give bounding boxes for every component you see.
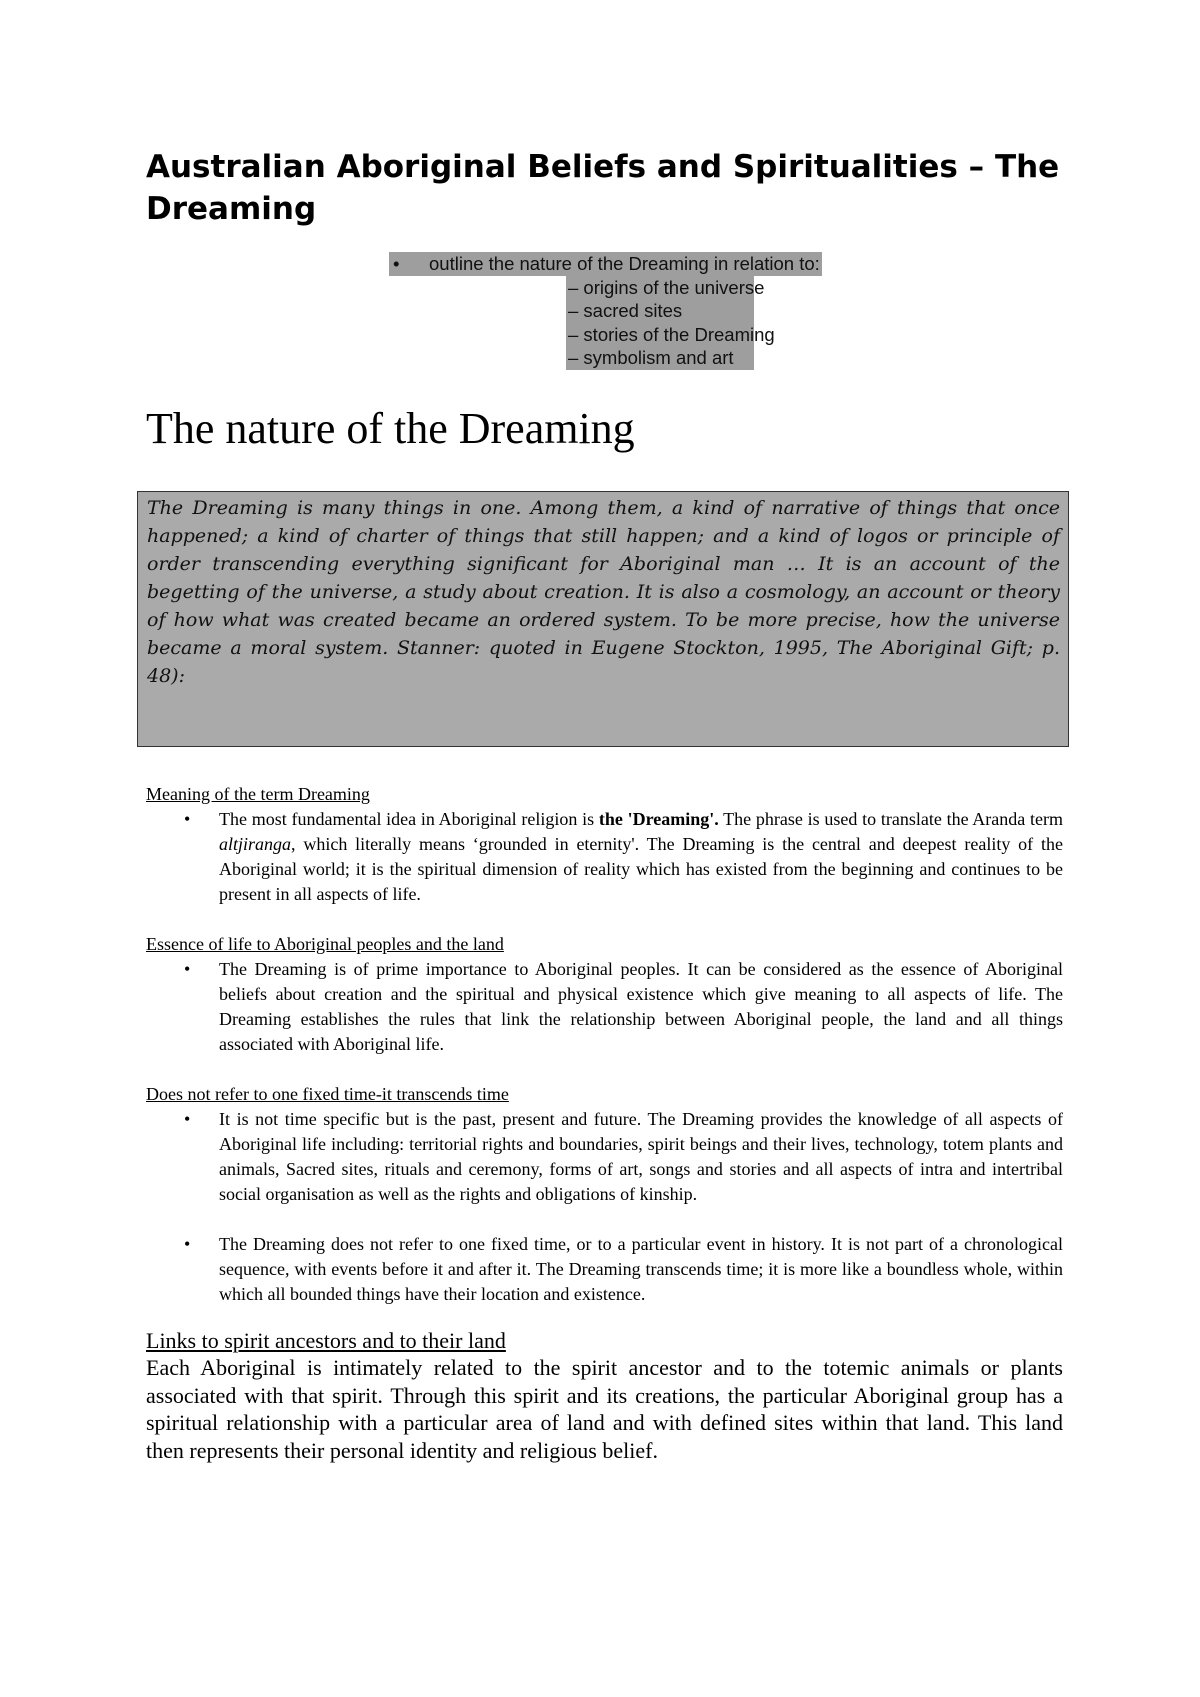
meaning-text-2: The phrase is used to translate the Aranda term xyxy=(718,809,1064,829)
links-paragraph: Each Aboriginal is intimately related to the spirit ancestor and to the totemic animals or plants associated with that spirit. Through this spirit and its creations, the particular Aboriginal group has a spiritual relationship with a particular area of land and with defined sites within that land. This land then represents their personal identity and religious belief. xyxy=(146,1355,1063,1463)
essence-heading: Essence of life to Aboriginal peoples and the land xyxy=(146,934,504,954)
time-heading: Does not refer to one fixed time-it transcends time xyxy=(146,1084,509,1104)
time-bullet-2 xyxy=(184,1232,1063,1307)
outline-sub-item: – origins of the universe xyxy=(568,276,765,298)
section-heading: The nature of the Dreaming xyxy=(146,404,635,453)
document-title: Australian Aboriginal Beliefs and Spiritualities – The Dreaming xyxy=(146,149,1060,227)
outline-sub-list xyxy=(566,276,775,370)
notes-body xyxy=(146,782,1063,1464)
outline-sub-item: – stories of the Dreaming xyxy=(568,323,775,345)
meaning-heading: Meaning of the term Dreaming xyxy=(146,784,370,804)
meaning-bullet xyxy=(184,807,1064,907)
bullet-dot: • xyxy=(184,1234,191,1254)
bullet-dot: • xyxy=(184,1109,191,1129)
outline-sub-item: – sacred sites xyxy=(568,300,683,321)
syllabus-outline xyxy=(389,252,822,370)
outline-main-text: outline the nature of the Dreaming in relation to: xyxy=(429,253,820,274)
quote-text: The Dreaming is many things in one. Among them, a kind of narrative of things that once happened; a kind of charter of things that still happen; and a kind of logos or principle of order transcending everything significant for Aboriginal man … It is an account of the begetting of the universe, a study about creation. It is also a cosmology, an account or theory of how what was created became an ordered system. To be more precise, how the universe became a moral system. Stanner: quoted in Eugene Stockton, 1995, The Aboriginal Gift; p. 48): xyxy=(147,497,1060,687)
time-bullet-1 xyxy=(184,1107,1063,1207)
bullet-dot: • xyxy=(184,959,191,979)
links-heading: Links to spirit ancestors and to their land xyxy=(146,1328,506,1353)
time-text-2: The Dreaming does not refer to one fixed time, or to a particular event in history. It is not part of a chronological sequence, with events before it and after it. The Dreaming transcends time; it is more like a boundless whole, within which all bounded things have their location and existence. xyxy=(219,1234,1063,1304)
outline-bullet: • xyxy=(393,253,400,274)
time-text-1: It is not time specific but is the past, present and future. The Dreaming provides the knowledge of all aspects of Aboriginal life including: territorial rights and boundaries, spirit beings and their lives, technology, totem plants and animals, Sacred sites, rituals and ceremony, forms of art, songs and stories and all aspects of intra and intertribal social organisation as well as the rights and obligations of kinship. xyxy=(219,1109,1063,1204)
meaning-text-3: , which literally means ‘grounded in eternity'. The Dreaming is the central and deepest reality of the Aboriginal world; it is the spiritual dimension of reality which has existed from the beginning and continues to be present in all aspects of life. xyxy=(219,834,1063,904)
outline-main-point xyxy=(389,252,822,276)
essence-bullet xyxy=(184,957,1063,1057)
meaning-text-1: The most fundamental idea in Aboriginal religion is xyxy=(219,809,599,829)
essence-text: The Dreaming is of prime importance to Aboriginal peoples. It can be considered as the essence of Aboriginal beliefs about creation and the spiritual and physical existence which give meaning to all aspects of life. The Dreaming establishes the rules that link the relationship between Aboriginal people, the land and all things associated with Aboriginal life. xyxy=(219,959,1063,1054)
quote-box xyxy=(137,491,1069,747)
outline-sub-item: – symbolism and art xyxy=(568,347,734,368)
meaning-italic-term: altjiranga xyxy=(219,834,292,854)
bullet-dot: • xyxy=(184,809,191,829)
meaning-bold-term: the 'Dreaming'. xyxy=(598,809,719,829)
